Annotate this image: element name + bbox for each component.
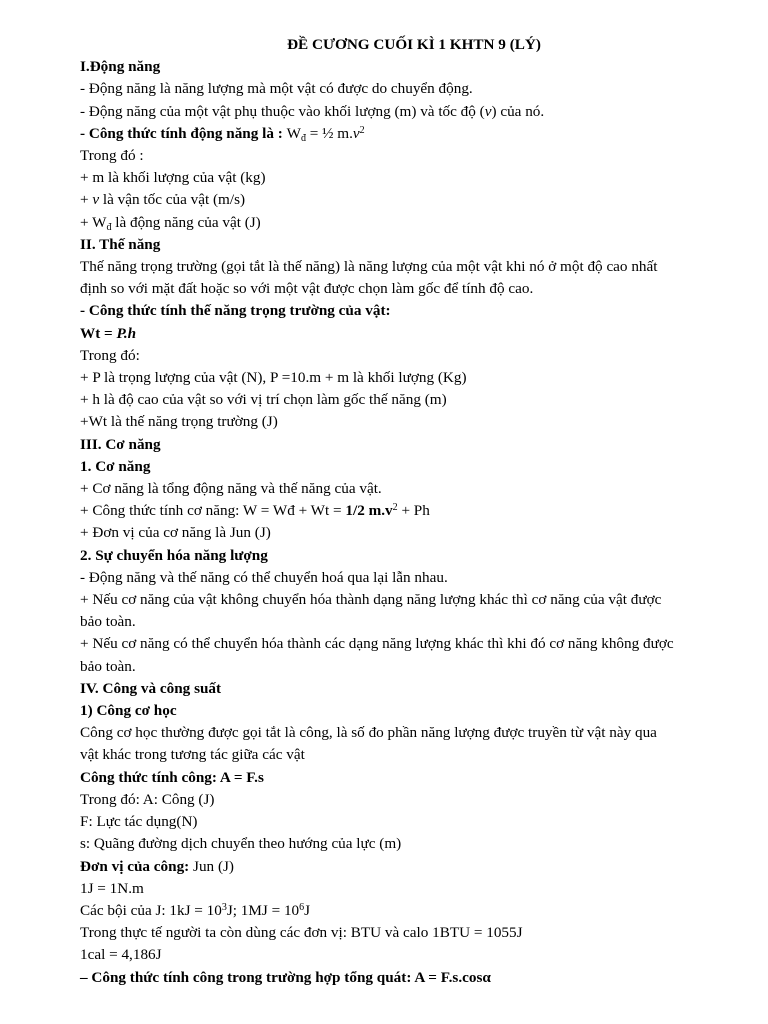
s4-general-formula: – Công thức tính công trong trường hợp tổng quát: A = F.s.cosα bbox=[80, 968, 491, 986]
s4-work-formula: Công thức tính công: A = F.s bbox=[80, 768, 264, 786]
s4-line-3: Trong thực tế người ta còn dùng các đơn vị: BTU và calo 1BTU = 1055J bbox=[80, 924, 523, 942]
s1-where-label: Trong đó : bbox=[80, 147, 144, 164]
s4-subheading-1: 1) Công cơ học bbox=[80, 702, 177, 720]
s2-where-label: Trong đó: bbox=[80, 346, 140, 364]
s1-param-v: + v là vận tốc của vật (m/s) bbox=[80, 191, 246, 209]
s3-line-3: + Đơn vị của cơ năng là Jun (J) bbox=[80, 524, 271, 542]
section-2-heading: II. Thế năng bbox=[80, 235, 161, 253]
s4-where-a: Trong đó: A: Công (J) bbox=[80, 790, 215, 808]
s1-line-2: - Động năng của một vật phụ thuộc vào khối lượng (m) và tốc độ (v) của nó. bbox=[80, 102, 545, 120]
s3-line-7: + Nếu cơ năng có thể chuyển hóa thành các dạng năng lượng khác thì khi đó cơ năng không được bbox=[80, 635, 674, 653]
section-1-heading: I.Động năng bbox=[80, 58, 161, 76]
s4-unit: Đơn vị của công: Jun (J) bbox=[80, 857, 234, 875]
document-title: ĐỀ CƯƠNG CUỐI KÌ 1 KHTN 9 (LÝ) bbox=[287, 36, 541, 53]
s3-line-1: + Cơ năng là tổng động năng và thế năng của vật. bbox=[80, 480, 382, 498]
s3-line-8: bảo toàn. bbox=[80, 657, 136, 675]
s1-param-m: + m là khối lượng của vật (kg) bbox=[80, 169, 266, 187]
s3-subheading-1: 1. Cơ năng bbox=[80, 457, 151, 475]
section-4-heading: IV. Công và công suất bbox=[80, 679, 222, 697]
s1-param-wd: + $W_đ$ là động năng của vật (J) bbox=[80, 213, 261, 233]
s2-line-2: định so với mặt đất hoặc so với một vật được chọn làm gốc để tính độ cao. bbox=[80, 280, 534, 298]
s4-where-s: s: Quãng đường dịch chuyển theo hướng của lực (m) bbox=[80, 835, 402, 853]
s3-subheading-2: 2. Sự chuyển hóa năng lượng bbox=[80, 546, 268, 564]
s4-line-4: 1cal = 4,186J bbox=[80, 946, 162, 964]
s2-formula-title: - Công thức tính thế năng trọng trường của vật: bbox=[80, 302, 391, 320]
s2-param-p: + P là trọng lượng của vật (N), P =10.m + m là khối lượng (Kg) bbox=[80, 369, 467, 387]
s2-line-1: Thế năng trọng trường (gọi tắt là thế năng) là năng lượng của một vật khi nó ở một độ cao nhất bbox=[80, 258, 658, 276]
s3-line-6: bảo toàn. bbox=[80, 613, 136, 631]
s2-param-h: + h là độ cao của vật so với vị trí chọn làm gốc thế năng (m) bbox=[80, 391, 447, 409]
s3-line-5: + Nếu cơ năng của vật không chuyển hóa thành dạng năng lượng khác thì cơ năng của vật được bbox=[80, 591, 662, 609]
s4-where-f: F: Lực tác dụng(N) bbox=[80, 813, 198, 831]
s4-line-2: vật khác trong tương tác giữa các vật bbox=[80, 746, 305, 764]
s4-line-1: Công cơ học thường được gọi tắt là công, là số đo phần năng lượng được truyền từ vật này qua bbox=[80, 724, 657, 742]
s2-formula: Wt = P.h bbox=[80, 324, 137, 342]
s4-multiples: Các bội của J: $1kJ = 10^3J$; $1MJ = 10^6J$ bbox=[80, 901, 311, 919]
s1-line-1: - Động năng là năng lượng mà một vật có được do chuyển động. bbox=[80, 80, 473, 98]
s1-kinetic-formula: - Công thức tính động năng là : $W_đ$ = ½ $m.v^2$ bbox=[80, 124, 365, 144]
section-3-heading: III. Cơ năng bbox=[80, 435, 161, 453]
s2-param-wt: +Wt là thế năng trọng trường (J) bbox=[80, 413, 278, 431]
s3-line-4: - Động năng và thế năng có thể chuyển hoá qua lại lẫn nhau. bbox=[80, 568, 448, 586]
s4-eq-1: 1J = 1N.m bbox=[80, 879, 144, 897]
s3-mechanical-formula: + Công thức tính cơ năng: W = Wđ + Wt = 1/2 $m.v^2 + Ph$ bbox=[80, 502, 430, 520]
